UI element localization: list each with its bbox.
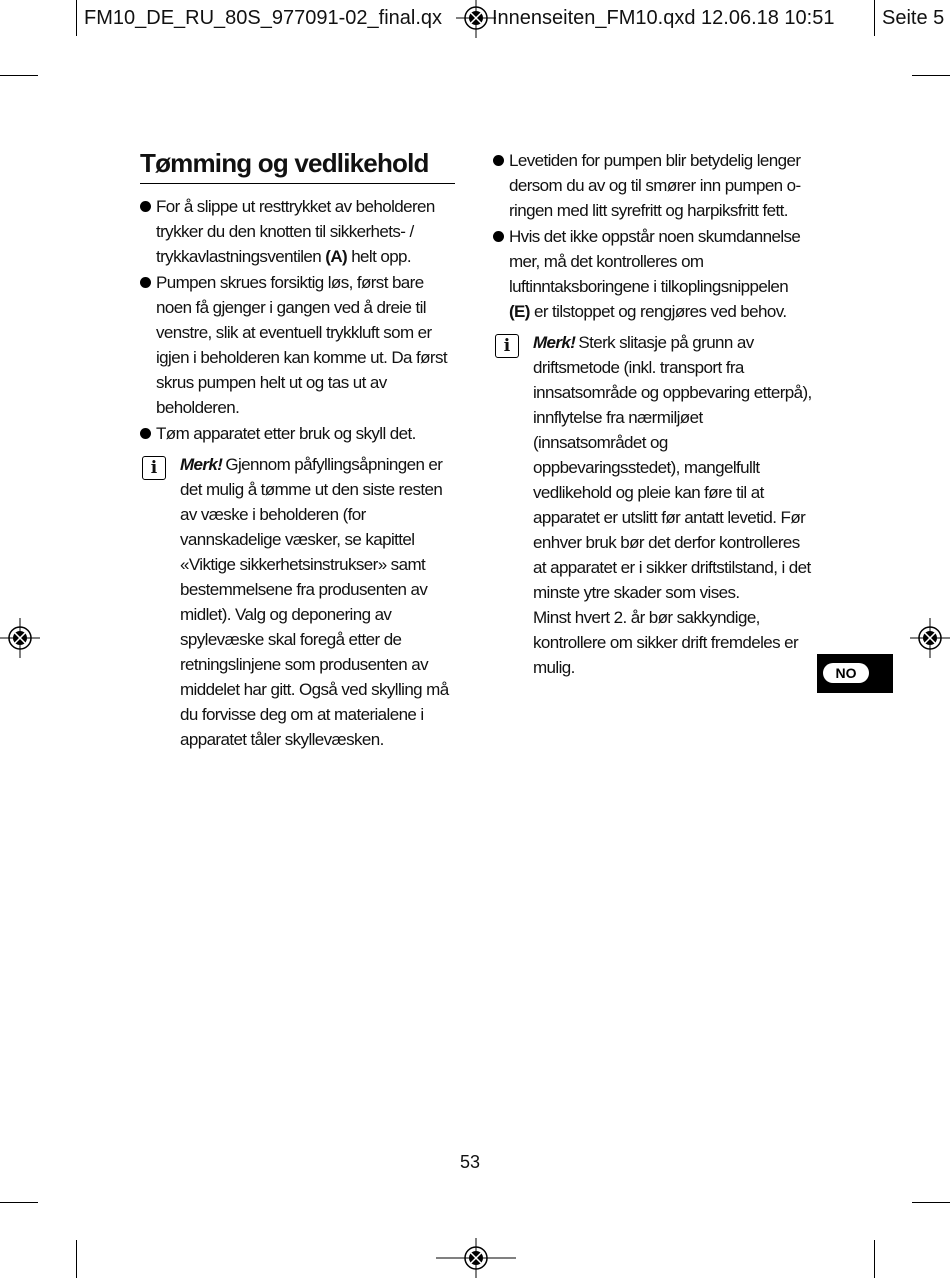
page-number: 53	[459, 1152, 481, 1172]
note-text-secondary: Minst hvert 2. år bør sakkyndige, kontrollere om sikker drift fremdeles er mulig.	[533, 608, 799, 677]
crop-mark	[0, 75, 38, 76]
bullet-icon	[493, 155, 504, 166]
crop-mark	[76, 0, 77, 36]
section-title: Tømming og vedlikehold	[140, 148, 455, 184]
right-bullet-list	[493, 148, 813, 324]
bullet-icon	[140, 428, 151, 439]
note-block	[140, 452, 458, 752]
registration-mark-icon	[910, 618, 950, 658]
note-body: Sterk slitasje på grunn av driftsmetode (inkl. transport fra innsatsområde og oppbevaring etterpå), innflytelse fra nærmiljøet (innsatsområdet og oppbevaringsstedet), mangelfullt vedlikehold og pleie kan føre til at apparatet er utslitt før antatt levetid. Før enhver bruk bør det derfor kontrolleres at apparatet er i sikker driftstilstand, i det minste ytre skader som vises.	[533, 333, 812, 602]
note-label: Merk!	[180, 455, 223, 474]
list-item-text: er tilstoppet og rengjøres ved behov.	[529, 302, 787, 321]
list-item-ref: (E)	[509, 302, 530, 321]
left-column	[140, 148, 458, 752]
list-item	[140, 421, 458, 446]
language-tab	[817, 654, 893, 693]
registration-mark-icon	[436, 1238, 516, 1278]
list-item	[493, 148, 813, 223]
crop-mark	[912, 75, 950, 76]
slug-filename-left: FM10_DE_RU_80S_977091-02_final.qx	[84, 7, 443, 29]
note-text	[533, 330, 813, 605]
bullet-icon	[140, 201, 151, 212]
list-item-text: Hvis det ikke oppstår noen skumdannelse mer, må det kontrolleres om luftinntaksboringene i tilkoplingsnippelen	[509, 227, 801, 296]
registration-mark-icon	[456, 0, 496, 38]
list-item-text: Tøm apparatet etter bruk og skyll det.	[156, 424, 416, 443]
slug-filename-right: Innenseiten_FM10.qxd 12.06.18 10:51	[492, 7, 835, 29]
list-item	[493, 224, 813, 324]
list-item-text: helt opp.	[347, 247, 412, 266]
list-item-text: Levetiden for pumpen blir betydelig lenger dersom du av og til smører inn pumpen o-ringen med litt syrefritt og harpiksfritt fett.	[509, 151, 801, 220]
crop-mark	[912, 1202, 950, 1203]
crop-mark	[76, 1240, 77, 1278]
list-item-ref: (A)	[325, 247, 348, 266]
crop-mark	[874, 0, 875, 36]
note-text	[180, 452, 458, 752]
note-body: Gjennom påfyllingsåpningen er det mulig å tømme ut den siste resten av væske i beholderen (for vannskadelige væsker, se kapittel «Viktige sikkerhetsinstrukser» samt bestemmelsene fra produsenten av midlet). Valg og deponering av spylevæske skal foregå etter de retningslinjene som produsenten av middelet har gitt. Også ved skylling må du forvisse deg om at materialene i apparatet tåler skyllevæsken.	[180, 455, 449, 749]
crop-mark	[874, 1240, 875, 1278]
crop-mark	[0, 1202, 38, 1203]
list-item	[140, 194, 458, 269]
slug-page-label: Seite 5	[882, 7, 945, 29]
bullet-icon	[493, 231, 504, 242]
language-code-badge: NO	[823, 663, 869, 683]
registration-mark-icon	[0, 618, 40, 658]
list-item-text: For å slippe ut resttrykket av beholderen trykker du den knotten til sikkerhets- / trykkavlastningsventilen	[156, 197, 435, 266]
right-column	[493, 148, 813, 680]
info-icon: i	[495, 334, 519, 358]
info-icon: i	[142, 456, 166, 480]
left-bullet-list	[140, 194, 458, 446]
note-label: Merk!	[533, 333, 576, 352]
bullet-icon	[140, 277, 151, 288]
list-item	[140, 270, 458, 420]
list-item-text: Pumpen skrues forsiktig løs, først bare noen få gjenger i gangen ved å dreie til venstre, slik at eventuell trykkluft som er igjen i beholderen kan komme ut. Da først skrus pumpen helt ut og tas ut av beholderen.	[156, 273, 447, 417]
note-block	[493, 330, 813, 680]
